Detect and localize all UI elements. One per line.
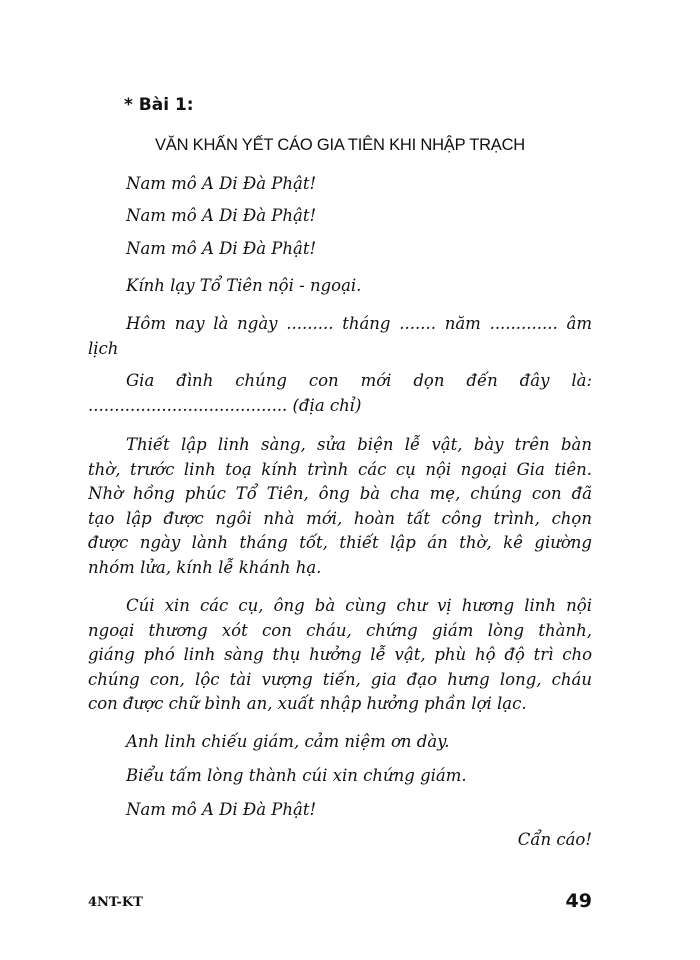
text-line: nhóm lửa, kính lễ khánh hạ. — [88, 557, 322, 577]
section-label: * Bài 1: — [124, 95, 194, 115]
footer-code: 4NT-KT — [88, 895, 143, 910]
text-line: Hôm nay là ngày ......... tháng ....... năm ............. âm — [126, 314, 592, 333]
paragraph — [88, 172, 592, 197]
text-line: Nhờ hồng phúc Tổ Tiên, ông bà cha mẹ, chúng con đã — [88, 484, 592, 503]
text-line: giáng phó linh sàng thụ hưởng lễ vật, phù hộ độ trì cho — [88, 645, 592, 664]
text-line: Nam mô A Di Đà Phật! — [126, 174, 317, 193]
page-number: 49 — [565, 890, 592, 912]
text-line: Biểu tấm lòng thành cúi xin chứng giám. — [126, 766, 467, 785]
paragraph — [88, 764, 592, 789]
text-line: chúng con, lộc tài vượng tiến, gia đạo hưng long, cháu — [88, 669, 592, 689]
text-line: Nam mô A Di Đà Phật! — [126, 206, 317, 225]
text-line: Cúi xin các cụ, ông bà cùng chư vị hương linh nội — [126, 596, 592, 615]
text-line: Gia đình chúng con mới dọn đến đây là: — [126, 371, 592, 390]
text-line: tạo lập được ngôi nhà mới, hoàn tất công trình, chọn — [88, 508, 592, 528]
document-title: VĂN KHẤN YẾT CÁO GIA TIÊN KHI NHẬP TRẠCH — [154, 136, 526, 154]
paragraph — [88, 369, 592, 418]
text-line: được ngày lành tháng tốt, thiết lập án thờ, kê giường — [88, 533, 592, 552]
text-line: Thiết lập linh sàng, sửa biện lễ vật, bày trên bàn — [126, 435, 592, 454]
paragraph — [88, 433, 592, 580]
paragraph — [88, 204, 592, 229]
text-line: Kính lạy Tổ Tiên nội - ngoại. — [126, 276, 362, 295]
text-line: lịch — [88, 338, 119, 358]
paragraph — [88, 594, 592, 717]
text-line: con được chữ bình an, xuất nhập hưởng phần lợi lạc. — [88, 694, 527, 713]
text-line: ngoại thương xót con cháu, chứng giám lòng thành, — [88, 620, 592, 640]
text-line: Anh linh chiếu giám, cảm niệm ơn dày. — [126, 732, 450, 751]
paragraph — [88, 237, 592, 262]
paragraph — [88, 274, 592, 299]
text-line: Nam mô A Di Đà Phật! — [126, 800, 317, 819]
text-line: ...................................... (địa chỉ) — [88, 395, 362, 415]
paragraph — [88, 798, 592, 823]
closing-text: Cẩn cáo! — [517, 830, 592, 849]
paragraph — [88, 312, 592, 361]
paragraph — [88, 730, 592, 755]
text-line: Nam mô A Di Đà Phật! — [126, 239, 317, 258]
text-line: thờ, trước linh toạ kính trình các cụ nội ngoại Gia tiên. — [88, 459, 592, 479]
